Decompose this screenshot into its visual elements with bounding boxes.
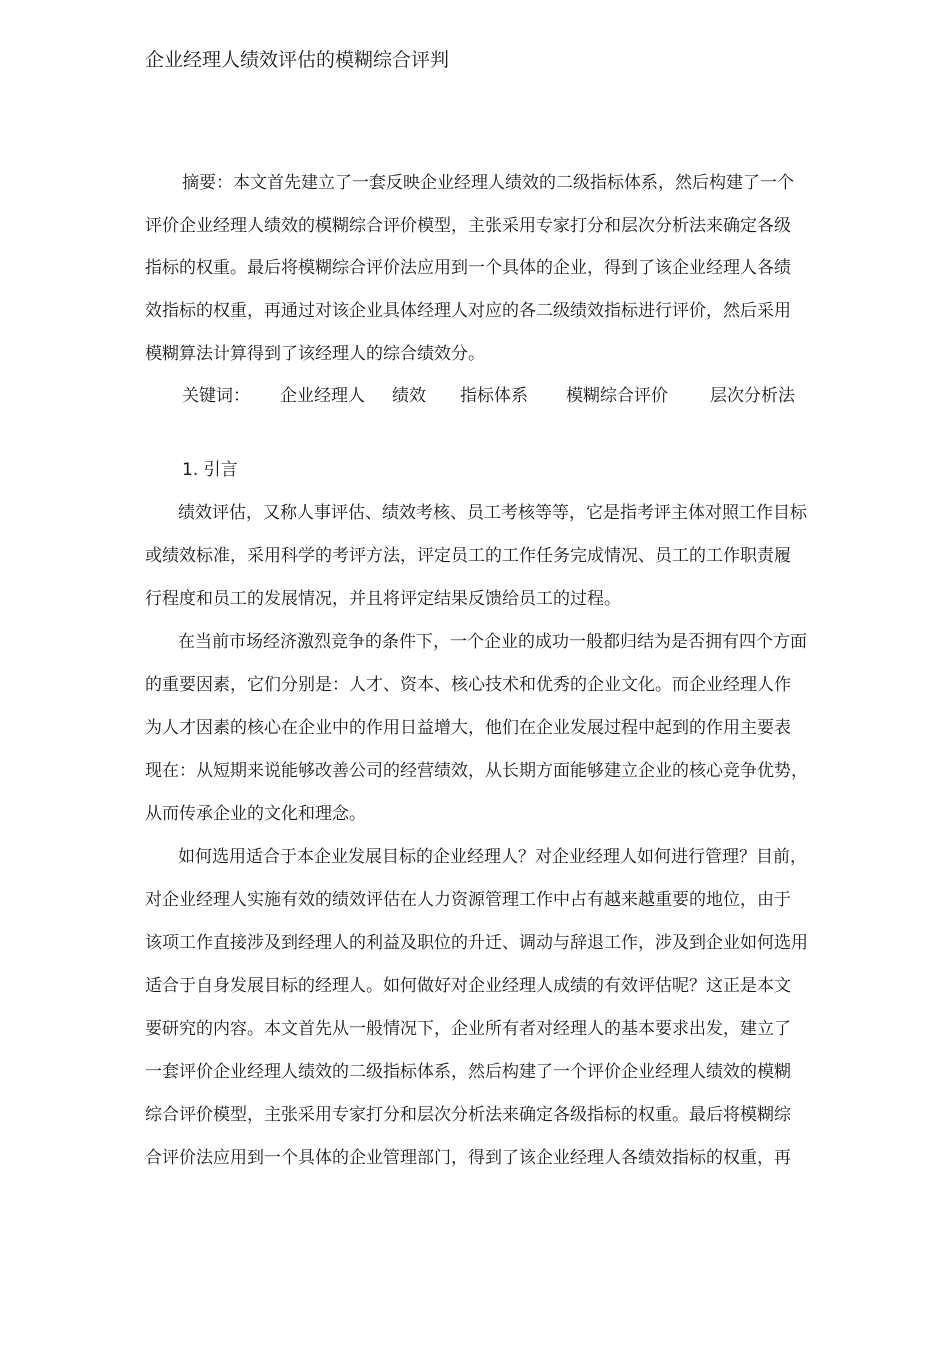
section-heading: 1. 引言 — [182, 460, 238, 480]
body-line: 该项工作直接涉及到经理人的利益及职位的升迁、调动与辞退工作，涉及到企业如何选用 — [145, 933, 808, 953]
keywords-label: 关键词： — [182, 386, 250, 406]
keyword-item: 企业经理人 — [280, 386, 365, 406]
body-line: 对企业经理人实施有效的绩效评估在人力资源管理工作中占有越来越重要的地位，由于 — [145, 890, 791, 910]
abstract-line: 模糊算法计算得到了该经理人的综合绩效分。 — [145, 344, 485, 364]
body-line: 在当前市场经济激烈竞争的条件下，一个企业的成功一般都归结为是否拥有四个方面 — [178, 632, 807, 652]
body-line: 综合评价模型，主张采用专家打分和层次分析法来确定各级指标的权重。最后将模糊综 — [145, 1105, 791, 1125]
body-line: 一套评价企业经理人绩效的二级指标体系，然后构建了一个评价企业经理人绩效的模糊 — [145, 1062, 791, 1082]
keyword-item: 模糊综合评价 — [566, 386, 668, 406]
body-line: 为人才因素的核心在企业中的作用日益增大，他们在企业发展过程中起到的作用主要表 — [145, 718, 791, 738]
body-line: 从而传承企业的文化和理念。 — [145, 804, 366, 824]
body-line: 绩效评估，又称人事评估、绩效考核、员工考核等等，它是指考评主体对照工作目标 — [178, 503, 807, 523]
abstract-line: 效指标的权重，再通过对该企业具体经理人对应的各二级绩效指标进行评价，然后采用 — [145, 301, 791, 321]
body-line: 合评价法应用到一个具体的企业管理部门，得到了该企业经理人各绩效指标的权重，再 — [145, 1148, 791, 1168]
body-line: 的重要因素，它们分别是：人才、资本、核心技术和优秀的企业文化。而企业经理人作 — [145, 675, 791, 695]
body-line: 如何选用适合于本企业发展目标的企业经理人？对企业经理人如何进行管理？目前， — [178, 847, 807, 867]
body-line: 要研究的内容。本文首先从一般情况下，企业所有者对经理人的基本要求出发，建立了 — [145, 1019, 791, 1039]
keyword-item: 绩效 — [392, 386, 426, 406]
body-line: 现在：从短期来说能够改善公司的经营绩效，从长期方面能够建立企业的核心竞争优势， — [145, 761, 808, 781]
abstract-line: 摘要：本文首先建立了一套反映企业经理人绩效的二级指标体系，然后构建了一个 — [182, 173, 794, 193]
document-title: 企业经理人绩效评估的模糊综合评判 — [145, 49, 450, 71]
keyword-item: 层次分析法 — [710, 386, 795, 406]
body-line: 行程度和员工的发展情况，并且将评定结果反馈给员工的过程。 — [145, 589, 621, 609]
abstract-line: 指标的权重。最后将模糊综合评价法应用到一个具体的企业，得到了该企业经理人各绩 — [145, 258, 791, 278]
body-line: 或绩效标准，采用科学的考评方法，评定员工的工作任务完成情况、员工的工作职责履 — [145, 546, 791, 566]
abstract-line: 评价企业经理人绩效的模糊综合评价模型，主张采用专家打分和层次分析法来确定各级 — [145, 216, 791, 236]
keyword-item: 指标体系 — [460, 386, 528, 406]
body-line: 适合于自身发展目标的经理人。如何做好对企业经理人成绩的有效评估呢？这正是本文 — [145, 976, 791, 996]
